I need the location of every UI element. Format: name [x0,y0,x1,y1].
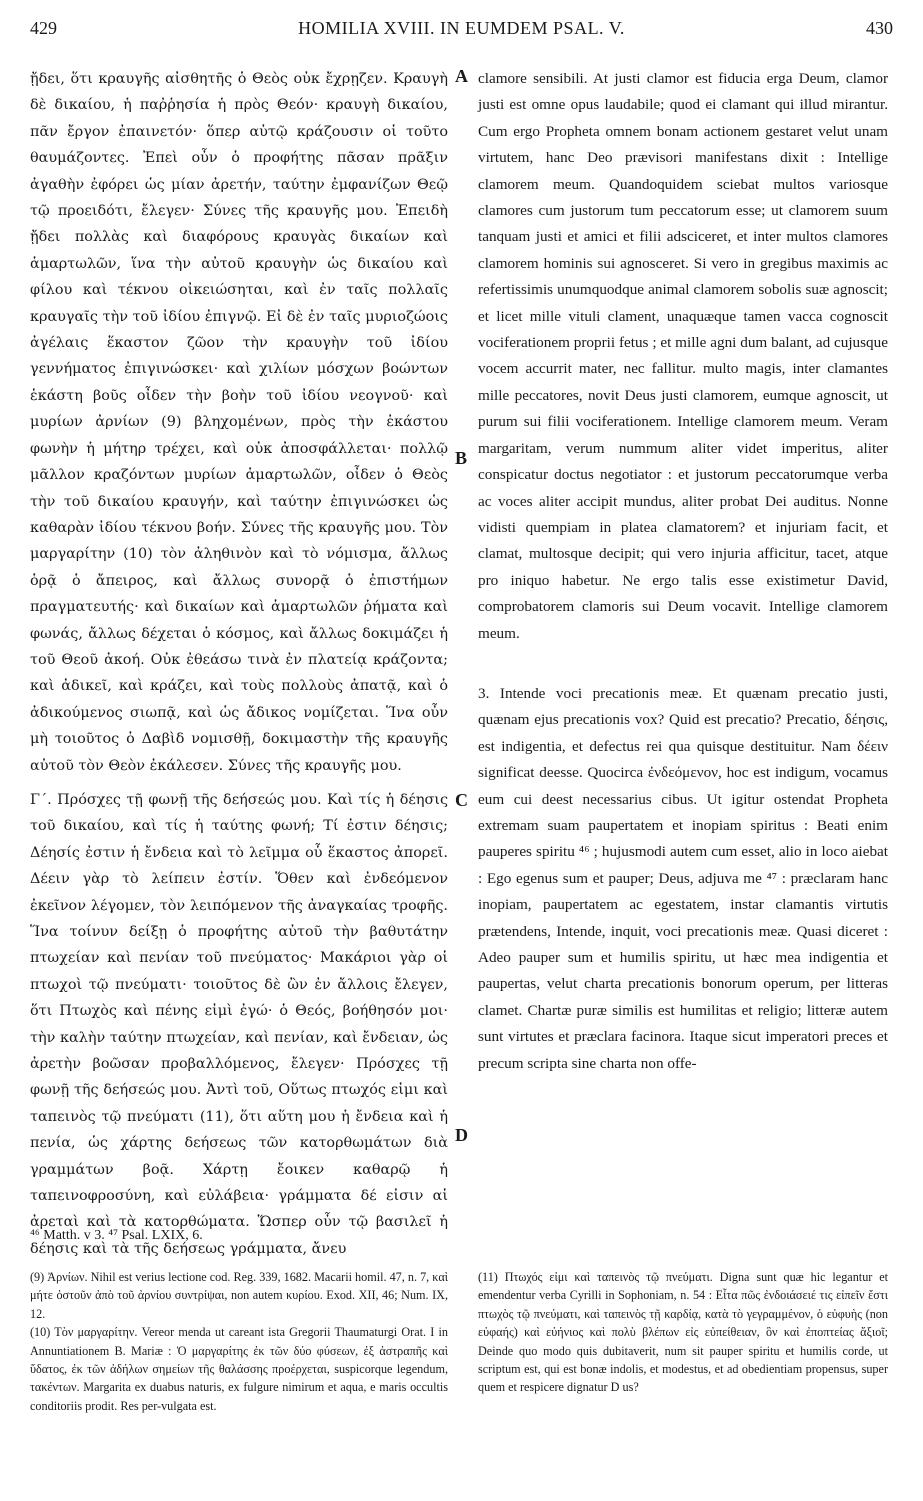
footnotes-left [30,1268,448,1415]
latin-paragraph-2: 3. Intende voci precationis meæ. Et quænam precatio justi, quænam ejus precationis vox? Quid est precatio? Precatio, δέησις, est indigentia, et defectus rei qua quisque destituitur. Nam δέειν significat deesse. Quocirca ἐνδεόμενον, hoc est indigum, vocamus eum cui deest necessarius cibus. Ut igitur ostendat Propheta extremam suam paupertatem et inopiam spiritus : Beati enim pauperes spiritu ⁴⁶ ; hujusmodi autem cum esset, alio in loco aiebat : Ego egenus sum et pauper; Deus, adjuva me ⁴⁷ : præclaram hanc inopiam, paupertatem ac egestatem, instar clamantis virtutis prætendens, Intende, inquit, voci precationis meæ. Quasi diceret : Adeo pauper sum et humilis spiritu, ut hæc mea indigentia et paupertas, velut charta precationis bonorum operum, per litteras clamet. Chartæ puræ similis est humilitas et religio; litteræ autem sunt virtutes et præclara facinora. Itaque sicut imperatori preces et precum scripta sine charta non offe- [478,684,888,1072]
margin-marker-d: D [455,1125,468,1145]
footnotes-right [478,1268,888,1397]
footnote-11: (11) Πτωχός εἰμι καὶ ταπεινὸς τῷ πνεύματι. Digna sunt quæ hic legantur et emendentur verba Cyrilli in Sophoniam, n. 54 : Εἶτα πῶς ἐνδοιάσειέ τις εἰπεῖν ἔστι πτωχὸς τῷ πνεύματι, καὶ ταπεινὸς τῇ καρδίᾳ, κατὰ τὸ γεγραμμένον, ὁ εὐφυὴς (non εὐφαής) καὶ εὐήνιος καὶ πολὺ βλέπων εἰς εὐπείθειαν, ὃν καὶ ἐποπτείας ἄξιοῖ; Deinde quo modo quis dubitaverit, num sit pauper spiritu et humilis corde, ut scriptum est, qui est bonæ indolis, et modestus, et ad obedientiam propensus, super quem et respicere dignatur D us? [478,1270,888,1395]
greek-paragraph-1: ᾔδει, ὅτι κραυγῆς αἰσθητῆς ὁ Θεὸς οὐκ ἔχρῃζεν. Κραυγὴ δὲ δικαίου, ἡ παῤῥησία ἡ πρὸς Θεόν· κραυγὴ δικαίου, πᾶν ἔργον ἐπαινετόν· ὅπερ αὐτῷ κράζουσιν οἱ τοῦτο θαυμάζοντες. Ἐπεὶ οὖν ὁ προφήτης πᾶσαν πρᾶξιν ἀγαθὴν ἐφόρει ὡς μίαν ἀρετήν, ταύτην ἐμφανίζων Θεῷ τῷ προειδότι, ἔλεγεν· Σύνες τῆς κραυγῆς μου. Ἐπειδὴ ᾔδει πολλὰς καὶ διαφόρους κραυγὰς δικαίων καὶ ἁμαρτωλῶν, ἵνα τὴν αὐτοῦ κραυγὴν ὡς δικαίου καὶ φίλου καὶ τέκνου οἰκειώσηται, καὶ ἐν ταῖς πολλαῖς κραυγαῖς τὴν τοῦ ἰδίου ἐπιγνῷ. Εἰ δὲ ἐν ταῖς μυριοζώοις ἀγέλαις ἕκαστον ζῶον τὴν κραυγὴν τοῦ ἰδίου γεννήματος ἐπιγινώσκει· καὶ χιλίων μόσχων βοώντων ἑκάστη βοῦς οἶδεν τὴν βοὴν τοῦ ἰδίου νεογνοῦ· καὶ μυρίων ἀρνίων (9) βληχομένων, πρὸς τὴν ἑκάστου φωνὴν ἡ μήτηρ τρέχει, καὶ οὐκ ἀποσφάλλεται· πολλῷ μᾶλλον κραζόντων μυρίων ἁμαρτωλῶν, οἶδεν ὁ Θεὸς τὴν τοῦ δικαίου κραυγήν, καὶ ταύτην ἐπιγινώσκει ὡς καθαρὰν ἰδίου τέκνου βοήν. Σύνες τῆς κραυγῆς μου. Τὸν μαργαρίτην (10) τὸν ἀληθινὸν καὶ τὸ νόμισμα, ἄλλως ὁρᾷ ὁ ἄπειρος, καὶ ἄλλως συνορᾷ ὁ ἐπιστήμων πραγματευτής· καὶ δικαίων καὶ ἁμαρτωλῶν ῥήματα καὶ φωνάς, ἄλλως δέχεται ὁ κόσμος, καὶ ἄλλως δοκιμάζει ἡ τοῦ Θεοῦ ἀκοή. Οὐκ ἐθεάσω τινὰ ἐν πλατείᾳ κράζοντα; καὶ ἀδικεῖ, καὶ κράζει, καὶ τοὺς πολλοὺς ἀπατᾷ, καὶ ὁ ἀδικούμενος σιωπᾷ, καὶ ὡς ἄδικος νομίζεται. Ἵνα οὖν μὴ τοιοῦτος ὁ Δαβὶδ νομισθῇ, δοκιμαστὴν τῆς κραυγῆς αὐτοῦ τὸν Θεὸν ἐκάλεσεν. Σύνες τῆς κραυγῆς μου. [30,71,448,774]
margin-marker-b: B [455,448,468,468]
margin-marker-a: A [455,66,468,86]
page-number-right: 430 [866,18,893,38]
running-title: HOMILIA XVIII. IN EUMDEM PSAL. V. [298,18,625,38]
scripture-references: ⁴⁶ Matth. v 3. ⁴⁷ Psal. LXIX, 6. [30,1228,203,1243]
margin-marker-c: C [455,790,468,810]
footnote-9: (9) Ἀρνίων. Nihil est verius lectione cod. Reg. 339, 1682. Macarii homil. 47, n. 7, καὶ μήτε ὀστοῦν ἀπὸ τοῦ ἀρνίου συντρίψαι, non autem κυρίου. Exod. XII, 46; Num. IX, 12. [30,1270,448,1321]
greek-paragraph-2: Γ΄. Πρόσχες τῇ φωνῇ τῆς δεήσεώς μου. Καὶ τίς ἡ δέησις τοῦ δικαίου, καὶ τίς ἡ ταύτης φωνή; Τί ἐστιν δέησις; Δέησίς ἐστιν ἡ ἔνδεια καὶ τὸ λεῖμμα οὗ ἕκαστος ἀπορεῖ. Δέειν γὰρ τὸ λείπειν ἐστίν. Ὅθεν καὶ ἐνδεόμενον ἐκεῖνον λέγομεν, τὸν λειπόμενον τῆς ἀναγκαίας τροφῆς. Ἵνα τοίνυν δείξῃ ὁ προφήτης αὐτοῦ τὴν βαθυτάτην πτωχείαν καὶ πενίαν τοῦ πνεύματος· Μακάριοι γὰρ οἱ πτωχοὶ τῷ πνεύματι· τοιοῦτος δὲ ὢν ἐν ἄλλοις ἔλεγεν, ὅτι Πτωχὸς καὶ πένης εἰμὶ ἐγώ· ὁ Θεός, βοήθησόν μοι· τὴν καλὴν ταύτην πτωχείαν, καὶ πενίαν, καὶ ἔνδειαν, ὡς ἀρετὴν βοῶσαν προβαλλόμενος, ἔλεγεν· Πρόσχες τῇ φωνῇ τῆς δεήσεώς μου. Ἀντὶ τοῦ, Οὕτως πτωχός εἰμι καὶ ταπεινὸς τῷ πνεύματι (11), ὅτι αὕτη μου ἡ ἔνδεια καὶ ἡ πενία, ὡς χάρτης δεήσεως τῶν κατορθωμάτων διὰ γραμμάτων βοᾷ. Χάρτῃ ἔοικεν καθαρῷ ἡ ταπεινοφροσύνη, καὶ εὐλάβεια· γράμματα δέ εἰσιν αἱ ἀρεταὶ καὶ τὰ κατορθώματα. Ὥσπερ οὖν τῷ βασιλεῖ ἡ δέησις καὶ τὰ τῆς δεήσεως γράμματα, ἄνευ [30,791,448,1257]
latin-column [478,66,888,1077]
page-number-left: 429 [30,18,57,38]
greek-column [30,66,448,1262]
page-header [30,18,893,48]
latin-paragraph-1: clamore sensibili. At justi clamor est fiducia erga Deum, clamor justi est omne opus laudabile; quod ei clamant qui illud mirantur. Cum ergo Propheta omnem bonam actionem gestaret velut unam virtutem, hanc Deo prævisori manifestans dixit : Intellige clamorem meum. Quandoquidem sciebat multos variosque clamores cum justorum tum peccatorum esse; ut clamorem suum tanquam justi et amici et filii adsciceret, et inter multos clamores clamorem hominis sui agnosceret. Si vero in gregibus maximis ac refertissimis unumquodque animal clamorem sobolis suæ agnoscit; et licet mille vituli clament, unaquæque tamen vacca cognoscit vociferationem proprii fetus ; et mille agni dum balant, ad cujusque vocem accurrit mater, nec fallitur. multo magis, inter clamantes mille peccatores, novit Deus justi clamorem, eumque agnoscit, ut purum sui filii vociferationem. Intellige clamorem meum. Veram margaritam, verum nummum aliter videt imperitus, aliter conspicatur doctus negotiator : et justorum peccatorumque verba ac voces aliter accipit mundus, aliter probat Dei auditus. Nonne vidisti quempiam in platea clamatorem? et injuriam facit, et clamat, multosque decipit; qui vero injuria afficitur, tacet, atque pro iniquo habetur. Ne ergo talis esse existimetur David, comprobatorem clamoris sui Deum vocavit. Intellige clamorem meum. [478,70,888,642]
footnote-10: (10) Τὸν μαργαρίτην. Vereor menda ut careant ista Gregorii Thaumaturgi Orat. I in Annuntiationem B. Mariæ : Ὁ μαργαρίτης ἐκ τῶν δύο φύσεων, ἐξ ἀστραπῆς καὶ ὕδατος, ἐκ τῶν ἀδήλων σημείων τῆς θαλάσσης προέρχεται, suspicorque legendum, τακέντων. Margarita ex duabus naturis, ex fulgure nimirum et aqua, e maris occultis conditoriis prodit. Res per-vulgata est. [30,1325,448,1413]
